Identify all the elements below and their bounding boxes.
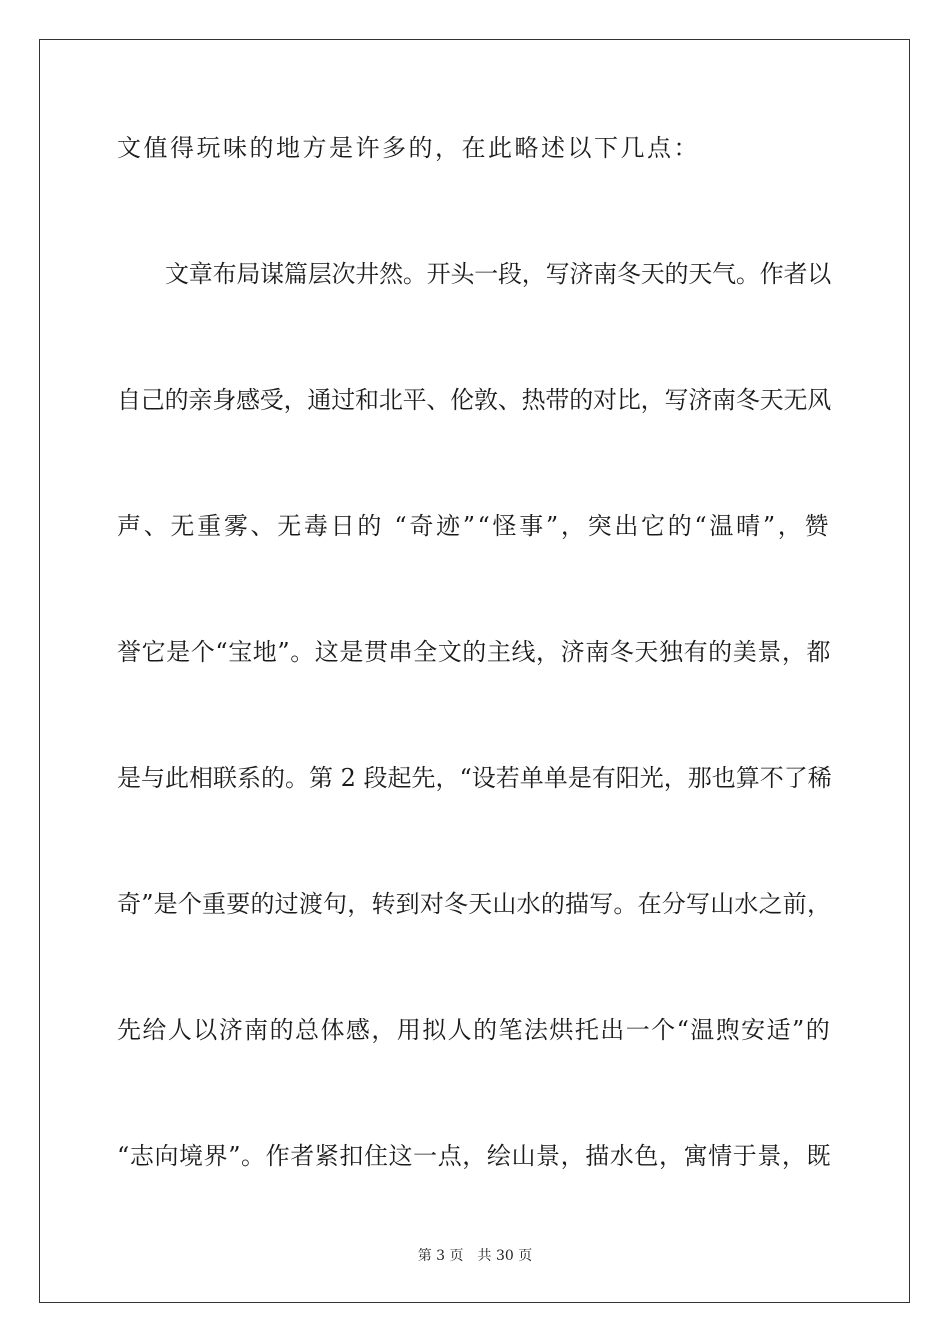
page-number: 第 3 页 bbox=[417, 1248, 464, 1264]
text-line: 誉它是个“宝地”。这是贯串全文的主线，济南冬天独有的美景，都 bbox=[117, 638, 831, 666]
paragraph-first-line: 文章布局谋篇层次井然。开头一段，写济南冬天的天气。作者以 bbox=[165, 260, 831, 288]
text-line: “志向境界”。作者紧扣住这一点，绘山景，描水色，寓情于景，既 bbox=[117, 1142, 831, 1170]
page-total: 共 30 页 bbox=[477, 1248, 533, 1264]
text-line: 自己的亲身感受，通过和北平、伦敦、热带的对比，写济南冬天无风 bbox=[117, 386, 831, 414]
text-line: 先给人以济南的总体感，用拟人的笔法烘托出一个“温煦安适”的 bbox=[117, 1016, 831, 1044]
page-border bbox=[39, 39, 910, 1303]
text-line: 声、无重雾、无毒日的 “奇迹”“怪事”，突出它的“温晴”，赞 bbox=[117, 512, 831, 540]
page-footer bbox=[0, 1247, 950, 1265]
text-line: 是与此相联系的。第 2 段起先，“设若单单是有阳光，那也算不了稀 bbox=[117, 764, 832, 792]
text-line: 文值得玩味的地方是许多的，在此略述以下几点： bbox=[117, 134, 700, 162]
text-line: 奇”是个重要的过渡句，转到对冬天山水的描写。在分写山水之前， bbox=[117, 890, 831, 918]
